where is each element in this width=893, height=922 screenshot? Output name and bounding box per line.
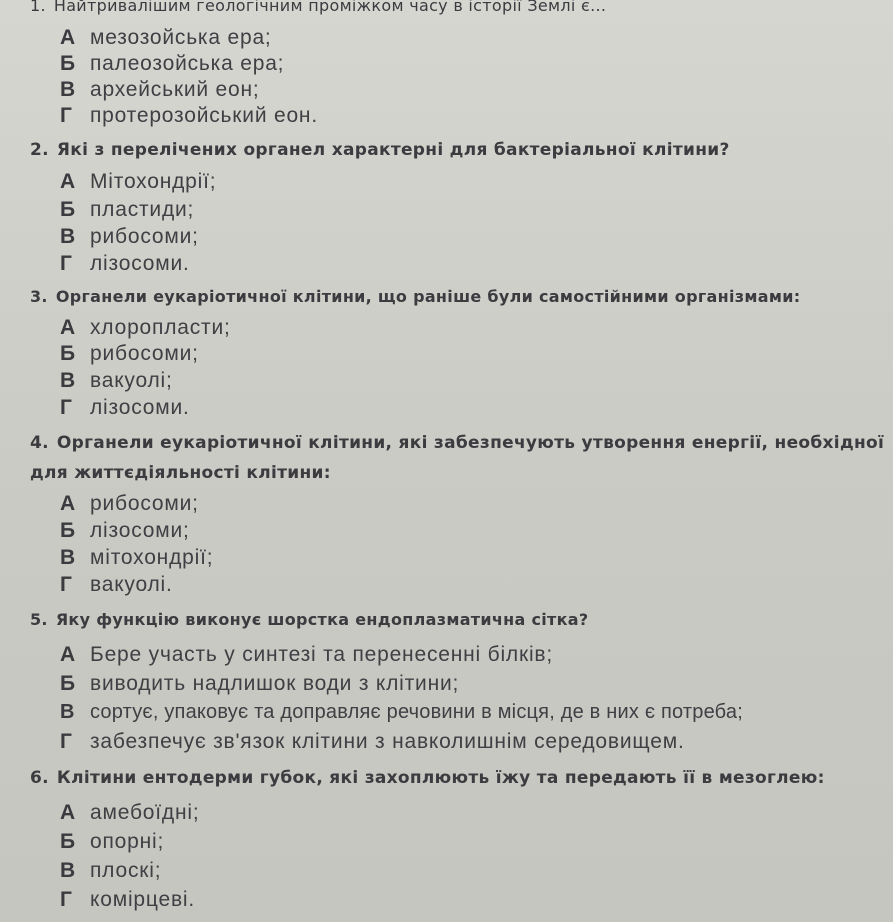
option-letter: В	[60, 369, 76, 392]
option-letter: Г	[60, 252, 73, 275]
question-prompt: Органели еукаріотичної клітини, які забезпечують утворення енергії, необхідної	[56, 433, 885, 453]
option-letter: В	[60, 701, 75, 723]
question-number: 2.	[30, 140, 49, 160]
option-letter: В	[60, 225, 76, 248]
question-text	[30, 140, 730, 160]
option-d	[60, 573, 173, 597]
option-b	[60, 519, 190, 543]
option-text: амебоїдні;	[90, 801, 200, 824]
option-text: мезозойська ера;	[90, 26, 272, 49]
question-prompt: Які з перелічених органел характерні для бактеріальної клітини?	[56, 140, 730, 160]
option-text: Бере участь у синтезі та перенесенні білків;	[90, 643, 554, 666]
option-letter: Г	[60, 888, 73, 911]
option-letter: В	[60, 78, 76, 101]
option-text: виводить надлишок води з клітини;	[90, 672, 460, 695]
option-d	[60, 104, 318, 128]
option-letter: В	[60, 859, 76, 882]
option-letter: А	[60, 26, 76, 49]
option-letter: А	[60, 316, 76, 339]
question-text	[30, 433, 884, 453]
option-letter: Г	[60, 730, 73, 753]
question-prompt: Найтривалішим геологічним проміжком часу в історії Землі є...	[53, 0, 607, 15]
option-a	[60, 492, 199, 516]
option-text: комірцеві.	[90, 888, 196, 911]
question-number: 1.	[30, 0, 46, 15]
option-text: мітохондрії;	[90, 546, 214, 569]
option-c	[60, 546, 213, 570]
option-d	[60, 888, 195, 912]
option-b	[60, 52, 284, 76]
option-text: рибосоми;	[90, 492, 199, 515]
option-text: опорні;	[90, 830, 165, 853]
option-text: вакуолі;	[90, 369, 173, 392]
option-text: пластиди;	[90, 198, 195, 221]
option-letter: А	[60, 492, 76, 515]
option-letter: Г	[60, 396, 73, 419]
option-a	[60, 170, 216, 194]
option-b	[60, 830, 164, 854]
option-text: рибосоми;	[90, 225, 199, 248]
option-a	[60, 801, 199, 825]
option-c	[60, 369, 173, 393]
option-text: лізосоми.	[90, 396, 190, 419]
question-text	[30, 768, 825, 788]
option-c	[60, 225, 199, 249]
question-prompt: Органели еукаріотичної клітини, що раніше були самостійними організмами:	[55, 287, 801, 306]
option-text: рибосоми;	[90, 342, 199, 365]
option-text: лізосоми.	[90, 252, 190, 275]
question-text	[30, 0, 606, 15]
option-letter: Б	[60, 519, 76, 542]
option-b	[60, 672, 459, 696]
option-c	[60, 701, 743, 724]
option-letter: Б	[60, 198, 76, 221]
option-letter: В	[60, 546, 76, 569]
option-text: Мітохондрії;	[90, 170, 217, 193]
question-prompt: Яку функцію виконує шорстка ендоплазматична сітка?	[55, 610, 589, 629]
option-letter: Б	[60, 342, 76, 365]
option-letter: Б	[60, 672, 76, 695]
option-text: архейський еон;	[90, 78, 260, 101]
option-text: хлоропласти;	[90, 316, 231, 339]
option-text: забезпечує зв'язок клітини з навколишнім середовищем.	[90, 730, 685, 753]
option-b	[60, 198, 194, 222]
option-a	[60, 26, 272, 50]
option-b	[60, 342, 199, 366]
question-number: 4.	[30, 433, 49, 453]
option-text: плоскі;	[90, 859, 162, 882]
option-letter: Б	[60, 830, 76, 853]
option-text: вакуолі.	[90, 573, 173, 596]
option-text: палеозойська ера;	[90, 52, 285, 75]
option-d	[60, 730, 685, 754]
option-d	[60, 252, 190, 276]
option-letter: Б	[60, 52, 76, 75]
question-text	[30, 610, 588, 629]
question-text-continued: для життєдіяльності клітини:	[30, 463, 331, 483]
question-number: 5.	[30, 610, 48, 629]
question-prompt: Клітини ентодерми губок, які захоплюють їжу та передають її в мезоглею:	[56, 768, 825, 788]
option-a	[60, 316, 231, 340]
question-number: 3.	[30, 287, 48, 306]
option-text: сортує, упаковує та доправляє речовини в місця, де в них є потреба;	[90, 701, 743, 723]
option-letter: Г	[60, 104, 73, 127]
option-d	[60, 396, 190, 420]
question-text	[30, 287, 800, 306]
option-letter: А	[60, 170, 76, 193]
option-letter: Г	[60, 573, 73, 596]
option-text: протерозойський еон.	[90, 104, 318, 127]
question-number: 6.	[30, 768, 49, 788]
option-c	[60, 78, 260, 102]
option-c	[60, 859, 161, 883]
option-text: лізосоми;	[90, 519, 190, 542]
option-a	[60, 643, 553, 667]
option-letter: А	[60, 801, 76, 824]
option-letter: А	[60, 643, 76, 666]
